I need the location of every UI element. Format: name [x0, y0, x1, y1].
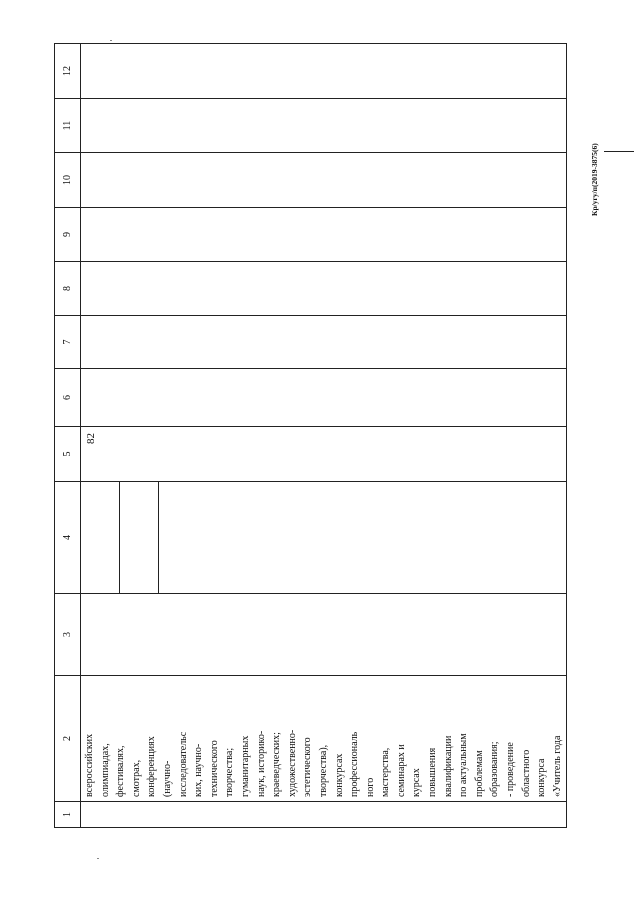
cell-col5 [81, 427, 567, 482]
cell-col7 [81, 316, 567, 369]
col-header-6: 6 [55, 369, 81, 427]
rotated-table [54, 44, 563, 828]
col-header-4: 4 [55, 482, 81, 594]
cell-col2-line: олимпиадах, [99, 743, 111, 797]
cell-col2-line: конкурса [536, 758, 548, 797]
scan-speck [97, 858, 99, 859]
cell-col2-line: художественно- [286, 729, 298, 797]
cell-col2-line: семинарах и [395, 744, 407, 797]
cell-col4-segment [159, 482, 531, 593]
cell-col12 [81, 44, 567, 99]
document-code: Кр/угу/п(2019-3875(6) [590, 143, 599, 216]
cell-col2-line: конкурсах [333, 753, 345, 797]
cell-col2-line: творчества; [224, 747, 236, 797]
cell-col2-line: исследовательс [177, 731, 189, 797]
cell-col2-line: - проведение [505, 742, 517, 797]
cell-col9 [81, 208, 567, 262]
cell-col2-line: проблемам [473, 750, 485, 797]
cell-col2-line: образования; [489, 741, 501, 797]
page-number: 82 [85, 433, 97, 444]
cell-col2-line: всероссийских [84, 733, 95, 797]
cell-col4-segment [120, 482, 159, 593]
cell-col2-line: (научно- [161, 760, 173, 797]
cell-col2-line: наук, историко- [255, 730, 267, 797]
cell-col10 [81, 153, 567, 208]
cell-col2-line: смотрах, [130, 759, 142, 797]
cell-col2-line: краеведческих; [271, 732, 283, 797]
cell-col2-line: мастерства, [380, 747, 392, 797]
col-header-3: 3 [55, 594, 81, 676]
cell-col8 [81, 262, 567, 316]
scan-speck [110, 40, 112, 41]
cell-col2-line: по актуальным [458, 733, 470, 797]
cell-col3 [81, 594, 567, 676]
cell-col11 [81, 99, 567, 153]
cell-col2-line: гуманитарных [239, 735, 251, 797]
cell-col4 [81, 482, 567, 594]
col-header-9: 9 [55, 208, 81, 262]
cell-col2-line: конференциях [146, 736, 158, 797]
cell-col2-line: профессиональ [349, 731, 361, 797]
plan-table [54, 43, 567, 828]
col-header-1: 1 [55, 802, 81, 828]
cell-col1 [81, 802, 567, 828]
header-row [55, 44, 81, 828]
col-header-8: 8 [55, 262, 81, 316]
cell-col2-line: повышения [427, 747, 439, 797]
cell-col2-line: творчества), [317, 744, 329, 797]
col-header-7: 7 [55, 316, 81, 369]
cell-col4-segment [81, 482, 120, 593]
col-header-11: 11 [55, 99, 81, 153]
cell-col2-line: ких, научно- [193, 743, 205, 797]
table-row [81, 44, 567, 828]
cell-col2-line: технического [208, 740, 220, 797]
col-header-12: 12 [55, 44, 81, 99]
cell-col2-line: ного [364, 777, 376, 797]
cell-col2 [81, 676, 567, 802]
margin-rule [604, 151, 634, 152]
cell-col2-line: курсах [411, 768, 423, 797]
cell-col2-line: фестивалях, [115, 745, 127, 797]
cell-col2-line: областного [520, 749, 532, 797]
col-header-2: 2 [55, 676, 81, 802]
cell-col2-line: квалификации [442, 735, 454, 797]
cell-col2-line: «Учитель года [551, 735, 563, 797]
col-header-5: 5 [55, 427, 81, 482]
cell-col2-line: эстетического [302, 737, 314, 797]
cell-col2-text [81, 676, 566, 801]
cell-col6 [81, 369, 567, 427]
col-header-10: 10 [55, 153, 81, 208]
